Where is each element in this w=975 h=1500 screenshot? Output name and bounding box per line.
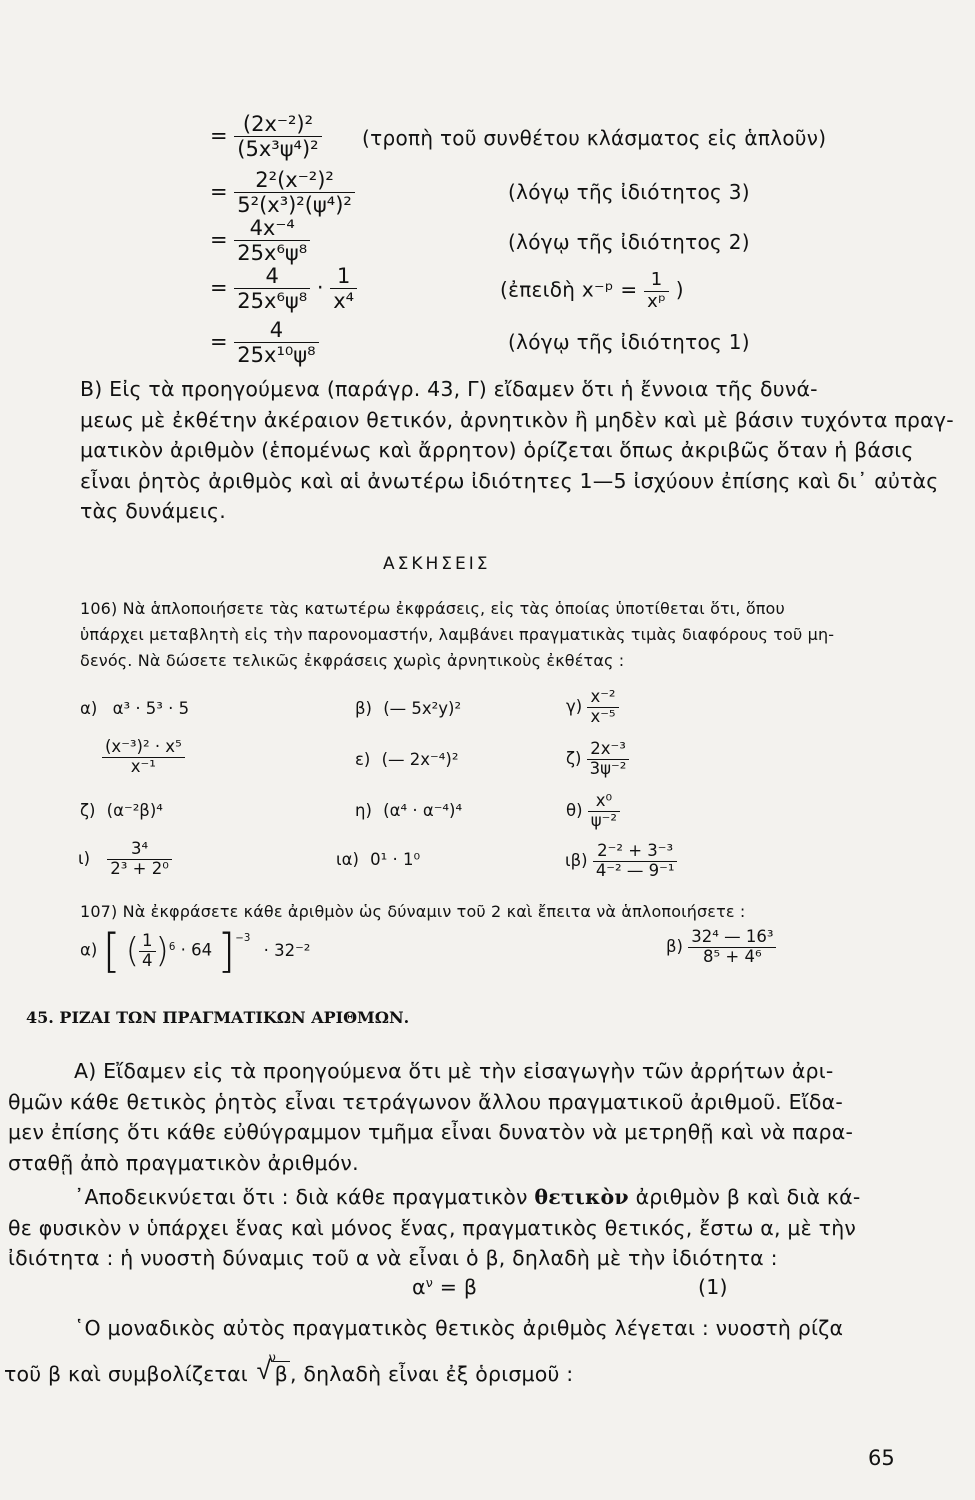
fraction: $\frac{1}{\text{x⁴}}$ xyxy=(330,264,357,313)
section-heading: 45. ΡΙΖΑΙ ΤΩΝ ΠΡΑΓΜΑΤΙΚΩΝ ΑΡΙΘΜΩΝ. xyxy=(26,1008,410,1027)
exercise-106-text: 106) Νὰ ἁπλοποιήσετε τὰς κατωτέρω ἐκφράσεις, εἰς τὰς ὁποίας ὑποτίθεται ὅτι, ὅπου ὑπάρχει μεταβλητὴ εἰς τὴν παρονομαστήν, λαμβάνει πραγματικὰς τιμὰς διαφόρους τοῦ μη- δενός. Νὰ δώσετε τελικῶς ἐκφράσεις χωρὶς ἀρνητικοὺς ἐκθέτας : xyxy=(80,599,835,670)
derivation-reason-2: (λόγῳ τῆς ἰδιότητος 3) xyxy=(508,180,750,204)
proof-paragraph: ᾽Αποδεικνύεται ὅτι : διὰ κάθε πραγματικὸν θετικὸν ἀριθμὸν β καὶ διὰ κά- θε φυσικὸν ν ὑπάρχει ἕνας καὶ μόνος ἕνας, πραγματικὸς θετικός, ἔστω α, μὲ τὴν ἰδιότητα : ἡ νυοστὴ δύναμις τοῦ α νὰ εἶναι ὁ β, δηλαδὴ μὲ τὴν ἰδιότητα : xyxy=(8,1185,861,1270)
fraction: $\frac{\text{2²(x⁻²)²}}{\text{5²(x³)²(ψ⁴)²}}$ xyxy=(234,168,355,217)
fraction: $\frac{\text{x⁻²}}{\text{x⁻⁵}}$ xyxy=(587,688,618,727)
exercise-item-d xyxy=(102,738,185,777)
exercise-item-z1: ζ) $\frac{\text{2x⁻³}}{\text{3ψ⁻²}}$ xyxy=(566,740,629,779)
exercise-item-e: ε) (— 2x⁻⁴)² xyxy=(355,750,459,769)
fraction: $\frac{\text{3⁴}}{\text{2³ + 2⁰}}$ xyxy=(107,840,172,879)
fraction: $\frac{\text{(x⁻³)² · x⁵}}{\text{x⁻¹}}$ xyxy=(102,738,185,777)
equals-sign: = xyxy=(210,179,228,204)
equals-sign: = xyxy=(210,329,228,354)
root-definition-line-2: τοῦ β καὶ συμβολίζεται ν √ β, δηλαδὴ εἶναι ἐξ ὁρισμοῦ : xyxy=(4,1359,573,1390)
derivation-line-4 xyxy=(210,264,357,313)
exercises-title: ΑΣΚΗΣΕΙΣ xyxy=(383,554,491,574)
derivation-reason-1: (τροπὴ τοῦ συνθέτου κλάσματος εἰς ἁπλοῦν) xyxy=(362,126,827,150)
page-number: 65 xyxy=(868,1446,895,1470)
exercise-item-h: η) (α⁴ · α⁻⁴)⁴ xyxy=(355,801,463,820)
exercise-107-b: β) $\frac{\text{32⁴ — 16³}}{\text{8⁵ + 4⁶}}$ xyxy=(666,928,776,967)
multiplication-dot: · xyxy=(316,275,324,300)
equals-sign: = xyxy=(210,227,228,252)
fraction: $\frac{\text{2x⁻³}}{\text{3ψ⁻²}}$ xyxy=(587,740,630,779)
exercise-item-i: ι) $\frac{\text{3⁴}}{\text{2³ + 2⁰}}$ xyxy=(78,840,172,879)
fraction: $\frac{\text{(2x⁻²)²}}{\text{(5x³ψ⁴)²}}$ xyxy=(234,112,321,161)
paragraph-a: A) Εἴδαμεν εἰς τὰ προηγούμενα ὅτι μὲ τὴν εἰσαγωγὴν τῶν ἀρρήτων ἀρι- θμῶν κάθε θετικὸς ῥητὸς εἶναι τετράγωνον ἄλλου πραγματικοῦ ἀριθμοῦ. Εἴδα- μεν ἐπίσης ὅτι κάθε εὐθύγραμμον τμῆμα εἶναι δυνατὸν νὰ μετρηθῇ καὶ νὰ παρα- σταθῇ ἀπὸ πραγματικὸν ἀριθμόν. xyxy=(8,1059,854,1175)
definition-equation: $\alpha^\nu = \beta$ xyxy=(412,1275,478,1299)
fraction: $\frac{\text{2⁻² + 3⁻³}}{\text{4⁻² — 9⁻¹}}$ xyxy=(593,842,678,881)
exercise-item-ib: ιβ) $\frac{\text{2⁻² + 3⁻³}}{\text{4⁻² — 9⁻¹}}$ xyxy=(565,842,677,881)
derivation-reason-5: (λόγῳ τῆς ἰδιότητος 1) xyxy=(508,330,750,354)
exercise-item-ia: ια) 0¹ · 1⁰ xyxy=(336,850,421,869)
fraction: $\frac{4}{\text{25x¹⁰ψ⁸}}$ xyxy=(234,318,318,367)
derivation-line-3 xyxy=(210,216,310,265)
fraction: $\frac{\text{32⁴ — 16³}}{\text{8⁵ + 4⁶}}$ xyxy=(688,928,776,967)
root-definition-line-1: ῾Ο μοναδικὸς αὐτὸς πραγματικὸς θετικὸς ἀριθμὸς λέγεται : νυοστὴ ρίζα xyxy=(74,1316,844,1340)
fraction: $\frac{4}{\text{25x⁶ψ⁸}}$ xyxy=(234,264,310,313)
equals-sign: = xyxy=(210,275,228,300)
exercise-item-z2: ζ) (α⁻²β)⁴ xyxy=(80,801,163,820)
exercise-item-b: β) (— 5x²y)² xyxy=(355,699,462,718)
exercise-item-a: α) α³ · 5³ · 5 xyxy=(80,699,190,718)
exercise-107-text: 107) Νὰ ἐκφράσετε κάθε ἀριθμὸν ὡς δύναμιν τοῦ 2 καὶ ἔπειτα νὰ ἁπλοποιήσετε : xyxy=(80,902,746,921)
radical-symbol: ν √ β xyxy=(256,1351,288,1386)
paragraph-b: B) Εἰς τὰ προηγούμενα (παράγρ. 43, Γ) εἴδαμεν ὅτι ἡ ἔννοια τῆς δυνά- μεως μὲ ἐκθέτην ἀκέραιον θετικόν, ἀρνητικὸν ἢ μηδὲν καὶ μὲ βάσιν τυχόντα πραγ- ματικὸν ἀριθμὸν (ἑπομένως καὶ ἄρρητον) ὁρίζεται ὅπως ἀκριβῶς ὅταν ἡ βάσις εἶναι ῥητὸς ἀριθμὸς καὶ αἱ ἀνωτέρω ἰδιότητες 1—5 ἰσχύουν ἐπίσης καὶ δι᾽ αὐτὰς τὰς δυνάμεις. xyxy=(80,377,954,523)
fraction: $\frac{\text{x⁰}}{\text{ψ⁻²}}$ xyxy=(588,792,620,831)
equals-sign: = xyxy=(210,123,228,148)
derivation-line-1 xyxy=(210,112,322,161)
fraction: $\frac{1}{\text{xᵖ}}$ xyxy=(644,270,669,312)
equation-number: (1) xyxy=(698,1275,728,1299)
exercise-item-c: γ) $\frac{\text{x⁻²}}{\text{x⁻⁵}}$ xyxy=(566,688,619,727)
fraction: $\frac{\text{4x⁻⁴}}{\text{25x⁶ψ⁸}}$ xyxy=(234,216,310,265)
derivation-reason-4: (ἐπειδὴ x⁻ᵖ = $\frac{1}{\text{xᵖ}}$ ) xyxy=(500,269,684,312)
fraction: $\frac{1}{4}$ xyxy=(139,932,156,971)
derivation-line-5 xyxy=(210,318,319,367)
derivation-line-2 xyxy=(210,168,355,217)
derivation-reason-3: (λόγῳ τῆς ἰδιότητος 2) xyxy=(508,230,750,254)
exercise-item-th: θ) $\frac{\text{x⁰}}{\text{ψ⁻²}}$ xyxy=(566,792,620,831)
exercise-107-a: α) [ ( $\frac{1}{4}$ )$^6$ · 64 ]$^{-3}$ · 32⁻² xyxy=(80,924,311,978)
